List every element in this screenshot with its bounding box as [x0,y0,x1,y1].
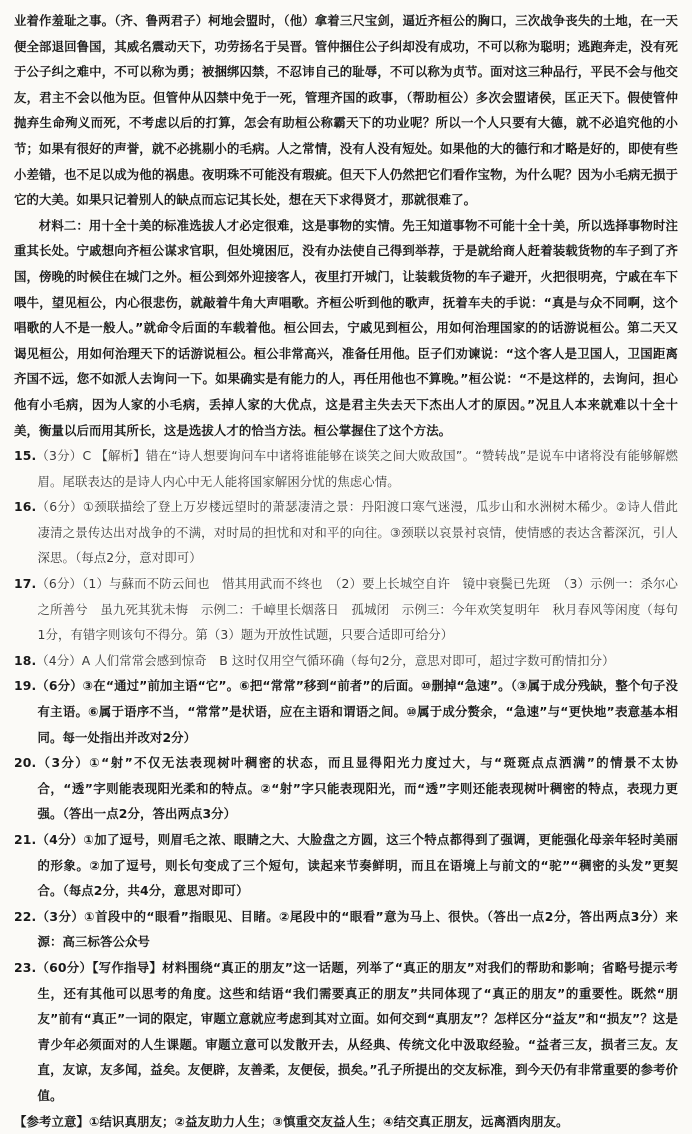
answer-list [14,443,678,1108]
reference-ideas: 【参考立意】①结识真朋友；②益友助力人生；③慎重交友益人生；④结交真正朋友，远离酒肉朋友。 [14,1113,569,1129]
answer-item [14,673,678,750]
answer-item [14,571,678,648]
material1-tail: 业着作羞耻之事。（齐、鲁两君子）柯地会盟时，（他）拿着三尺宝剑，逼近齐桓公的胸口，三次战争丧失的土地，在一天便全部退回鲁国，其威名震动天下，功劳扬名于吴晋。管仲捆住公子纠却没有成功，不可以称为聪明；逃跑奔走，没有死于公子纠之难中，不可以称为勇；被捆绑囚禁，不忍讳自己的耻辱，不可以称为贞节。面对这三种品行，平民不会与他交友，君主不会以他为臣。但管仲从囚禁中免于一死，管理齐国的政事，（帮助桓公）多次会盟诸侯，匡正天下。假使管仲抛弃生命殉义而死，不考虑以后的打算，怎会有助桓公称霸天下的功业呢？所以一个人只要有大德，就不必追究他的小节；如果有很好的声誉，就不必挑剔小的毛病。人之常情，没有人没有短处。如果他的大的德行和才略是好的，即使有些小差错，也不足以成为他的祸患。夜明珠不可能没有瑕疵。但天下人仍然把它们看作宝物，为什么呢？因为小毛病无损于它的大美。如果只记着别人的缺点而忘记其长处，想在天下求得贤才，那就很难了。 [14,13,678,208]
answer-text: （6分）①颈联描绘了登上万岁楼远望时的萧瑟凄清之景：丹阳渡口寒气迷漫，瓜步山和水洲树木稀少。②诗人借此凄清之景传达出对战争的不满，对时局的担忧和对和平的向往。③颈联以哀景衬哀情，使情感的表达含蓄深沉，引人深思。（每点2分，意对即可） [36,499,678,566]
answer-number: 16. [14,499,37,515]
answer-text: （3分）①首段中的“眼看”指眼见、目睹。②尾段中的“眼看”意为马上、很快。（答出一点2分，答出两点3分）来源：高三标答公众号 [36,908,678,950]
answer-number: 21. [14,832,37,847]
answer-item [14,904,678,955]
answer-text: （6分）③在“通过”前加主语“它”。⑥把“常常”移到“前者”的后面。⑩删掉“急速”。（③属于成分残缺，整个句子没有主语。⑥属于语序不当，“常常”是状语，应在主语和谓语之间。⑩属于成分赘余，“急速”与“更快地”表意基本相同。每一处指出并改对2分） [36,678,678,745]
answer-number: 18. [14,652,37,668]
answer-number: 15. [14,448,37,464]
answer-number: 19. [14,678,37,694]
answer-number: 20. [14,755,37,771]
answer-text: （6分）（1）与蘇而不防云间也 惜其用武而不终也 （2）要上长城空自许 镜中衰鬓已先斑 （3）示例一：杀尔心之所善兮 虽九死其犹未悔 示例二：千嶂里长烟落日 孤城闭 示例三：今年欢笑复明年 秋月春风等闲度（每句1分，有错字则该句不得分。第（3）题为开放性试题，只要合适即可给分） [36,576,678,643]
answer-text: （4分）①加了逗号，则眉毛之浓、眼睛之大、大脸盘之方圆，这三个特点都得到了强调，更能强化母亲年轻时美丽的形象。②加了逗号，则长句变成了三个短句，读起来节奏鲜明，而且在语境上与前文的“驼”“稠密的头发”更契合。（每点2分，共4分，意思对即可） [36,832,678,899]
answer-item [14,750,678,827]
answer-item [14,443,678,494]
answer-text: （60分）【写作指导】材料围绕“真正的朋友”这一话题，列举了“真正的朋友”对我们的帮助和影响；省略号提示考生，还有其他可以思考的角度。这些和结语“我们需要真正的朋友”共同体现了“真正的朋友”的重要性。既然“朋友”前有“真正”一词的限定，审题立意就应考虑到其对立面。如何交到“真朋友”？怎样区分“益友”和“损友”？这是青少年必须面对的人生课题。审题立意可以发散开去，从经典、传统文化中汲取经验。“益者三友，损者三友。友直，友谅，友多闻，益矣。友便辟，友善柔，友便佞，损矣。”孔子所提出的交友标准，到今天仍有非常重要的参考价值。 [36,959,678,1103]
answer-number: 17. [14,576,37,592]
answer-text: （3分）C 【解析】错在“诗人想要询问车中诸将谁能够在谈笑之间大败敌国”。“赞转战”是说车中诸将没有能够解燃眉。尾联表达的是诗人内心中无人能将国家解困分忧的焦虑心情。 [36,448,678,489]
material2-paragraph: 材料二：用十全十美的标准选拔人才必定很难，这是事物的实情。先王知道事物不可能十全十美，所以选择事物时注重其长处。宁戚想向齐桓公谋求官职，但处境困厄，没有办法使自己得到举荐，于是就给商人赶着装载货物的车子到了齐国，傍晚的时候住在城门之外。桓公到郊外迎接客人，夜里打开城门，让装载货物的车子避开，火把很明亮，宁戚在车下喂牛，望见桓公，内心很悲伤，就敲着牛角大声唱歌。齐桓公听到他的歌声，抚着车夫的手说：“真是与众不同啊，这个唱歌的人不是一般人。”就命令后面的车载着他。桓公回去，宁戚见到桓公，用如何治理国家的的话游说桓公。第二天又谒见桓公，用如何治理天下的话游说桓公。桓公非常高兴，准备任用他。臣子们劝谏说：“这个客人是卫国人，卫国距离齐国不远，您不如派人去询问一下。如果确实是有能力的人，再任用他也不算晚。”桓公说：“不是这样的，去询问，担心他有小毛病，因为人家的小毛病，丢掉人家的大优点，这是君主失去天下杰出人才的原因。”况且人本来就难以十全十美，衡量以后而用其所长，这是选拔人才的恰当方法。桓公掌握住了这个方法。 [14,217,678,438]
answer-text: （3分）①“射”不仅无法表现树叶稠密的状态，而且显得阳光力度过大，与“斑斑点点洒满”的情景不太协合，“透”字则能表现阳光柔和的特点。②“射”字只能表现阳光，而“透”字则还能表现树叶稠密的特点，表现力更强。（答出一点2分，答出两点3分） [36,755,678,822]
answer-text: （4分）A 人们常常会感到惊奇 B 这时仅用空气循环确（每句2分，意思对即可，超过字数可酌情扣分） [36,652,615,668]
answer-number: 22. [14,908,37,924]
answer-item [14,494,678,571]
answer-item [14,955,678,1109]
answer-item [14,648,678,674]
answer-number: 23. [14,959,37,975]
answer-item [14,827,678,904]
